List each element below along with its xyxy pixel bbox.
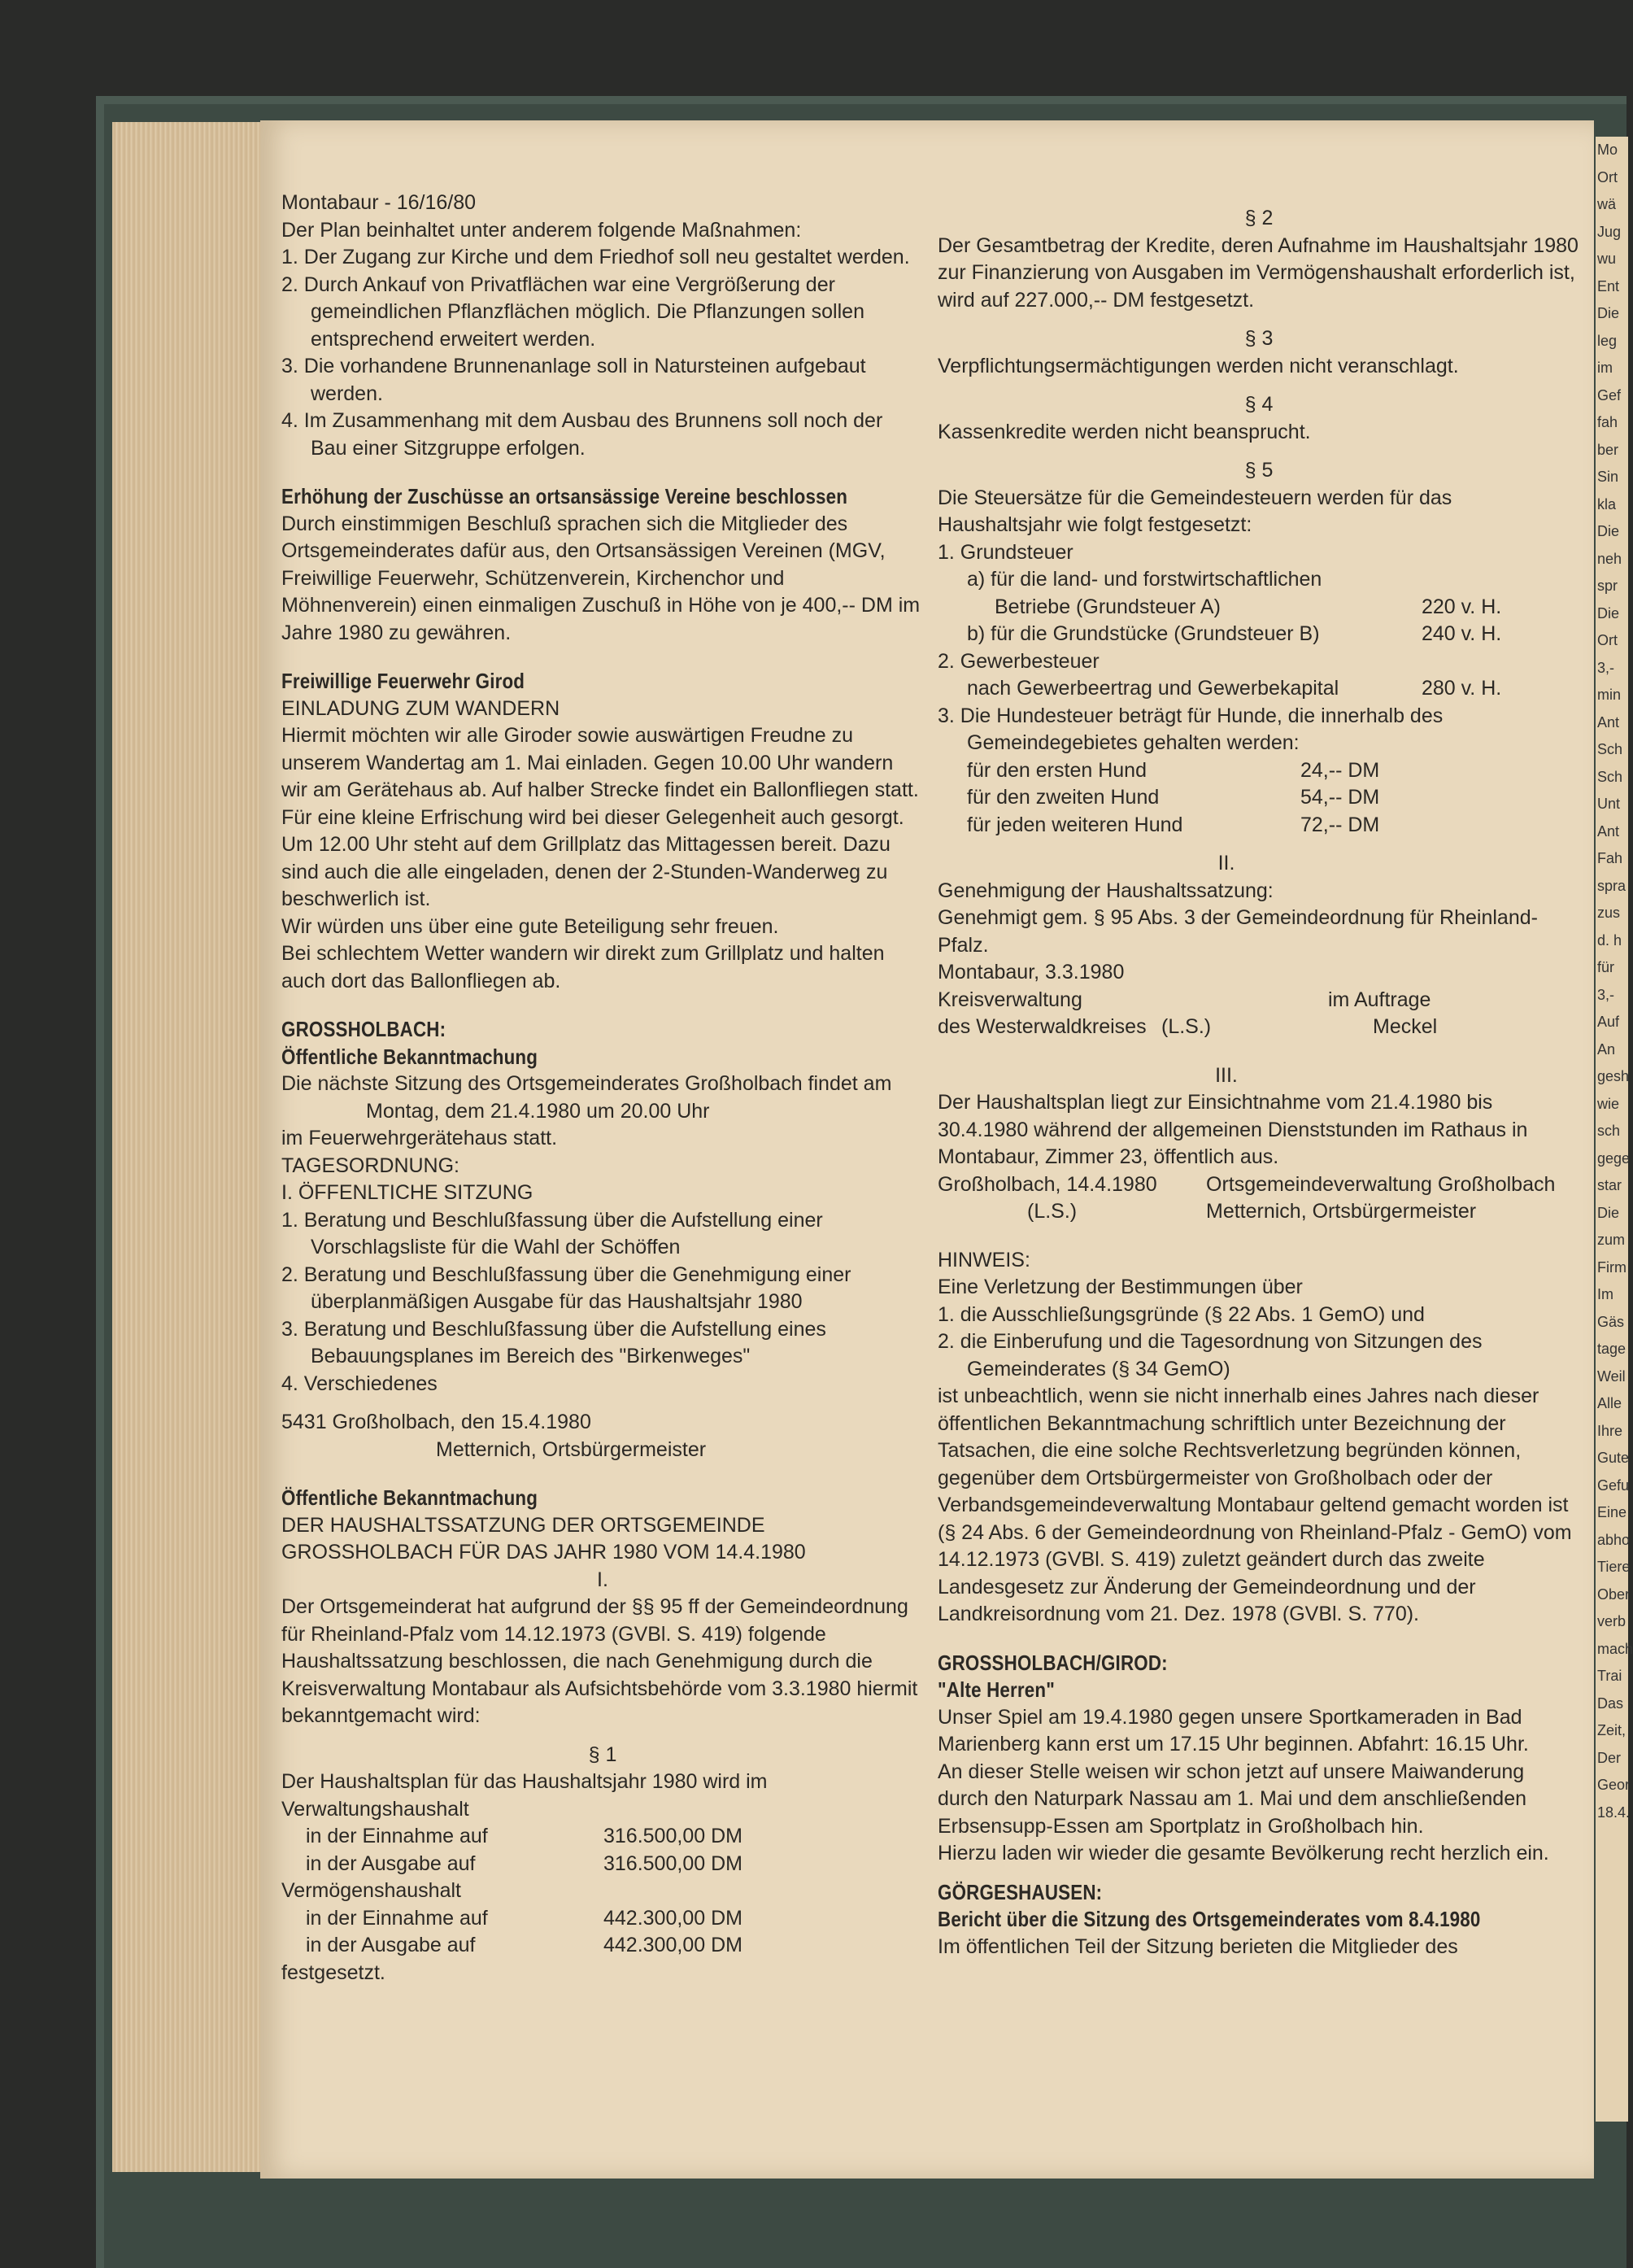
vermoegenshaushalt-label: Vermögenshaushalt [281,1879,461,1902]
paragraph-1-heading: § 1 [588,1742,617,1766]
paragraph-4-text: Kassenkredite werden nicht beansprucht. [938,420,1311,443]
alte-herren-text: Unser Spiel am 19.4.1980 gegen unsere Sportkameraden in Bad Marienberg kann erst um 17.15 Uhr beginnen. Abfahrt: 16.15 Uhr. [938,1705,1529,1756]
feuerwehr-heading: Freiwillige Feuerwehr Girod [281,669,525,693]
dog-tax-value: 24,-- DM [1300,758,1380,782]
feuerwehr-text-3: Bei schlechtem Wetter wandern wir direkt zum Grillplatz und halten auch dort das Ballonfliegen ab. [281,942,885,992]
next-page-fragment: fah [1597,414,1618,430]
agenda-item: 3. Beratung und Beschlußfassung über die Aufstellung eines Bebauungsplanes im Bereich des "Birkenweges" [281,1317,826,1367]
plan-item: 1. Der Zugang zur Kirche und dem Friedhof soll neu gestaltet werden. [281,246,910,268]
budget-row [281,1851,924,1878]
paragraph-3-heading: § 3 [1244,327,1274,350]
seal-label: (L.S.) [1027,1200,1078,1223]
signature-place-date: 5431 Großholbach, den 15.4.1980 [281,1411,591,1433]
next-page-fragment: Mo [1597,142,1618,158]
sign-row [938,1198,1580,1226]
feuerwehr-subheading: EINLADUNG ZUM WANDERN [281,696,560,720]
next-page-fragment: Ant [1597,822,1620,840]
haushalt-title: DER HAUSHALTSSATZUNG DER ORTSGEMEINDE GROSSHOLBACH FÜR DAS JAHR 1980 VOM 14.4.1980 [281,1513,806,1564]
paragraph-2-heading: § 2 [1244,207,1274,229]
tax-row [938,621,1580,648]
next-page-fragment: Zeit, [1597,1722,1626,1738]
hinweis-item: 1. die Ausschließungsgründe (§ 22 Abs. 1 GemO) und [938,1302,1425,1326]
next-page-fragment: Sch [1597,741,1623,757]
next-page-fragment: verb [1597,1613,1626,1629]
next-page-fragment: wie [1597,1095,1620,1112]
next-page-fragment: Unt [1597,796,1621,812]
next-page-fragment: Ent [1597,277,1620,294]
next-page-fragment: Ant [1597,713,1620,731]
grundsteuer-a-label: a) für die land- und forstwirtschaftlichen [967,568,1322,591]
grossholbach-text: Die nächste Sitzung des Ortsgemeinderates Großholbach findet am [281,1072,892,1095]
next-page-fragment: Die [1597,1204,1620,1221]
dog-tax-label: für jeden weiteren Hund [967,813,1183,836]
grundsteuer-label: 1. Grundsteuer [938,540,1073,564]
next-page-fragment: star [1597,1177,1622,1193]
hinweis-heading: HINWEIS: [938,1248,1030,1271]
next-page-fragment: Ort [1597,632,1618,648]
next-page-fragment: Weil [1597,1367,1626,1385]
next-page-fragment: Geor [1597,1777,1631,1793]
next-page-fragment: Alle [1597,1395,1622,1411]
paragraph-3-text: Verpflichtungsermächtigungen werden nicht veranschlagt. [938,354,1459,377]
next-page-fragment: Gäs [1597,1313,1625,1330]
festgesetzt-text: festgesetzt. [281,1961,385,1984]
next-page-fragment: Fah [1597,850,1623,866]
next-page-fragment: gege [1597,1149,1631,1167]
signature-name: Metternich, Ortsbürgermeister [436,1437,707,1461]
tax-row-value: 220 v. H. [1422,595,1502,618]
dog-tax-value: 54,-- DM [1300,786,1380,809]
signer-name: Meckel [1373,1015,1438,1038]
dog-tax-label: für den zweiten Hund [967,786,1160,809]
budget-row-value: 442.300,00 DM [603,1906,742,1930]
tax-row-label: Betriebe (Grundsteuer A) [995,595,1221,618]
hinweis-text: Eine Verletzung der Bestimmungen über [938,1276,1303,1298]
paragraph-5-heading: § 5 [1244,459,1274,482]
section-roman-1: I. [597,1568,608,1591]
alte-herren-subheading: "Alte Herren" [938,1677,1055,1702]
next-page-fragment: Tiere [1597,1559,1631,1575]
sign-row [938,1171,1580,1199]
next-page-fragment: leg [1597,332,1618,349]
next-page-fragment: Die [1597,523,1620,539]
next-page-fragment: 3,- [1597,986,1615,1003]
gewerbesteuer-label: 2. Gewerbesteuer [938,649,1100,673]
sign-place: Großholbach, 14.4.1980 [938,1172,1157,1196]
grossholbach-subheading: Öffentliche Bekanntmachung [281,1044,538,1069]
left-column [281,190,924,1987]
next-page-fragment: neh [1597,550,1622,567]
hinweis-item: 2. die Einberufung und die Tagesordnung von Sitzungen des Gemeinderates (§ 34 GemO) [938,1330,1483,1380]
genehmigung-sign-row [938,1014,1580,1041]
tax-row-label: b) für die Grundstücke (Grundsteuer B) [967,622,1320,645]
dog-tax-row [938,812,1580,840]
verwaltungshaushalt-label: Verwaltungshaushalt [281,1797,469,1821]
goergeshausen-heading: GÖRGESHAUSEN: [938,1879,1103,1904]
page-edges [112,122,267,2172]
budget-row [281,1932,924,1960]
next-page-strip [1596,137,1633,2122]
budget-row-value: 316.500,00 DM [603,1825,742,1847]
goergeshausen-text: Im öffentlichen Teil der Sitzung berieten die Mitglieder des [938,1934,1458,1958]
right-column [938,205,1580,1961]
next-page-fragment: sch [1597,1123,1621,1139]
next-page-fragment: tage [1597,1341,1626,1357]
paragraph-5-text: Die Steuersätze für die Gemeindesteuern werden für das Haushaltsjahr wie folgt festgesetzt: [938,486,1452,536]
agenda-item: 2. Beratung und Beschlußfassung über die Genehmigung einer überplanmäßigen Ausgabe für das Haushaltsjahr 1980 [281,1263,851,1313]
grossholbach-girod-heading: GROSSHOLBACH/GIROD: [938,1650,1168,1675]
budget-row-label: in der Ausgabe auf [306,1934,476,1956]
paragraph-1-text: Der Haushaltsplan für das Haushaltsjahr 1980 wird im [281,1770,768,1793]
next-page-fragment: Die [1597,305,1620,321]
westerwaldkreis-label: des Westerwaldkreises [938,1015,1147,1038]
goergeshausen-subheading: Bericht über die Sitzung des Ortsgemeinderates vom 8.4.1980 [938,1907,1481,1931]
section-roman-3: III. [1215,1063,1238,1087]
genehmigung-date: Montabaur, 3.3.1980 [938,961,1125,984]
next-page-fragment: Firm [1597,1258,1626,1276]
plan-item: 2. Durch Ankauf von Privatflächen war eine Vergrößerung der gemeindlichen Pflanzflächen möglich. Die Pflanzungen sollen entsprechend erweitert werden. [281,273,864,351]
hinweis-rest: ist unbeachtlich, wenn sie nicht innerhalb eines Jahres nach dieser öffentlichen Bekanntmachung schriftlich unter Bezeichnung der Tatsachen, die eine solche Rechtsverletzung begründen können, gegenüber dem Ortsbürgermeister von Großholbach oder der Verbandsgemeindeverwaltung Montabaur geltend gemacht worden ist (§ 24 Abs. 6 der Gemeindeordnung von Rheinland-Pfalz - GemO) vom 14.12.1973 (GVBl. S. 419) zuletzt geändert durch das zweite Landesgesetz zur Änderung der Gemeindeordnung und der Landkreisordnung vom 21. Dez. 1978 (GVBl. S. 770). [938,1385,1572,1625]
feuerwehr-text: Hiermit möchten wir alle Giroder sowie auswärtigen Freudne zu unserem Wandertag am 1. Mai einladen. Gegen 10.00 Uhr wandern wir am Gerätehaus ab. Auf halber Strecke findet ein Ballonfliegen statt. Für eine kleine Erfrischung wird bei dieser Gelegenheit auch gesorgt. Um 12.00 Uhr steht auf dem Grillplatz das Mittagessen bereit. Dazu sind auch die alle eingeladen, denen der 2-Stunden-Wanderweg zu beschwerlich ist. [281,724,919,910]
feuerwehr-text-2: Wir würden uns über eine gute Beteiligung sehr freuen. [281,914,779,938]
dog-tax-row [938,757,1580,785]
next-page-fragment: Der [1597,1749,1622,1766]
next-page-fragment: spr [1597,578,1618,594]
budget-row [281,1905,924,1933]
budget-row [281,1823,924,1851]
next-page-fragment: wä [1597,196,1617,212]
next-page-fragment: Jug [1597,223,1622,240]
next-page-fragment: Gef [1597,386,1622,403]
zuschuss-text: Durch einstimmigen Beschluß sprachen sich die Mitglieder des Ortsgemeinderates dafür aus, den Ortsansässigen Vereinen (MGV, Freiwillige Feuerwehr, Schützenverein, Kirchenchor und Möhnenverein) einen einmaligen Zuschuß in Höhe von je 400,-- DM im Jahre 1980 zu gewähren. [281,512,921,644]
budget-row-value: 316.500,00 DM [603,1851,742,1875]
next-page-fragment: abho [1597,1531,1631,1548]
agenda-public: I. ÖFFENLTICHE SITZUNG [281,1181,533,1204]
next-page-fragment: Die [1597,604,1620,622]
next-page-fragment: gesh [1597,1068,1630,1084]
kreisverwaltung-label: Kreisverwaltung [938,988,1082,1011]
sign-org: Ortsgemeindeverwaltung Großholbach [1206,1172,1556,1196]
next-page-fragment: min [1597,687,1622,703]
next-page-fragment: Im [1597,1286,1613,1302]
section-3-text: Der Haushaltsplan liegt zur Einsichtnahme vom 21.4.1980 bis 30.4.1980 während der allgemeinen Dienststunden im Rathaus in Montabaur, Zimmer 23, öffentlich aus. [938,1091,1528,1168]
next-page-fragment: Eine [1597,1504,1627,1520]
next-page-fragment: Sch [1597,768,1623,785]
meeting-date: Montag, dem 21.4.1980 um 20.00 Uhr [366,1099,710,1123]
genehmigung-heading: Genehmigung der Haushaltssatzung: [938,879,1274,902]
alte-herren-text-3: Hierzu laden wir wieder die gesamte Bevölkerung recht herzlich ein. [938,1842,1549,1865]
next-page-fragment: d. h [1597,931,1622,949]
dog-tax-label: für den ersten Hund [967,758,1147,782]
grossholbach-heading: GROSSHOLBACH: [281,1017,446,1041]
next-page-fragment: ber [1597,441,1619,458]
next-page-fragment: Ort [1597,168,1618,185]
section-roman-2: II. [1217,852,1235,874]
next-page-fragment: 18.4. [1597,1803,1631,1821]
haushalt-text: Der Ortsgemeinderat hat aufgrund der §§ 95 ff der Gemeindeordnung für Rheinland-Pfalz vom 14.12.1973 (GVBl. S. 419) folgende Haushaltssatzung beschlossen, die nach Genehmigung durch die Kreisverwaltung Montabaur als Aufsichtsbehörde vom 3.3.1980 hiermit bekanntgemacht wird: [281,1595,918,1727]
next-page-fragment: Gute [1597,1450,1630,1466]
next-page-fragment: Das [1597,1694,1624,1712]
budget-row-label: in der Einnahme auf [306,1906,488,1930]
tax-row [938,594,1580,622]
auftrage-label: im Auftrage [1328,988,1431,1011]
genehmigung-text: Genehmigt gem. § 95 Abs. 3 der Gemeindeordnung für Rheinland-Pfalz. [938,906,1538,957]
next-page-fragment: zus [1597,905,1621,921]
plan-item: 4. Im Zusammenhang mit dem Ausbau des Brunnens soll noch der Bau einer Sitzgruppe erfolgen. [281,409,883,460]
next-page-fragment: Trai [1597,1668,1622,1684]
next-page-fragment: wu [1597,251,1617,267]
genehmigung-sign-row [938,987,1580,1014]
next-page-fragment: zum [1597,1232,1626,1248]
budget-row-value: 442.300,00 DM [603,1934,742,1956]
seal-label: (L.S.) [1161,1015,1212,1038]
alte-herren-text-2: An dieser Stelle weisen wir schon jetzt auf unsere Maiwanderung durch den Naturpark Nassau am 1. Mai und dem anschließenden Erbsensupp-Essen am Sportplatz in Großholbach hin. [938,1760,1527,1838]
paragraph-2-text: Der Gesamtbetrag der Kredite, deren Aufnahme im Haushaltsjahr 1980 zur Finanzierung von Ausgaben im Vermögenshaushalt erforderlich ist, wird auf 227.000,-- DM festgesetzt. [938,233,1579,312]
next-page-fragment: Ober [1597,1585,1631,1603]
paragraph-4-heading: § 4 [1244,393,1274,416]
next-page-fragment: 3,- [1597,659,1615,676]
plan-intro: Der Plan beinhaltet unter anderem folgende Maßnahmen: [281,218,802,242]
haushalt-heading: Öffentliche Bekanntmachung [281,1485,538,1510]
zuschuss-heading: Erhöhung der Zuschüsse an ortsansässige Vereine beschlossen [281,484,848,508]
tax-row-value: 240 v. H. [1422,622,1502,645]
page-header: Montabaur - 16/16/80 [281,191,477,214]
next-page-fragment: kla [1597,495,1617,512]
tax-row [938,675,1580,703]
hundesteuer-text: 3. Die Hundesteuer beträgt für Hunde, die innerhalb des Gemeindegebietes gehalten werden: [938,704,1444,754]
meeting-place: im Feuerwehrgerätehaus statt. [281,1127,558,1149]
next-page-fragment: im [1597,360,1613,376]
plan-item: 3. Die vorhandene Brunnenanlage soll in Natursteinen aufgebaut werden. [281,355,866,405]
next-page-fragment: spra [1597,877,1626,894]
dog-tax-value: 72,-- DM [1300,813,1380,836]
tax-row-value: 280 v. H. [1422,677,1502,700]
sign-name: Metternich, Ortsbürgermeister [1206,1200,1477,1223]
next-page-fragment: mach [1597,1640,1633,1657]
agenda-item: 4. Verschiedenes [281,1372,438,1395]
budget-row-label: in der Einnahme auf [306,1825,488,1847]
agenda-heading: TAGESORDNUNG: [281,1154,459,1177]
next-page-fragment: Auf [1597,1014,1620,1030]
next-page-fragment: An [1597,1040,1616,1058]
budget-row-label: in der Ausgabe auf [306,1851,476,1875]
next-page-fragment: für [1597,959,1615,975]
agenda-item: 1. Beratung und Beschlußfassung über die Aufstellung einer Vorschlagsliste für die Wahl der Schöffen [281,1208,823,1258]
tax-row-label: nach Gewerbeertrag und Gewerbekapital [967,677,1339,700]
plan-list [281,244,924,462]
next-page-fragment: Sin [1597,469,1619,485]
next-page-fragment: Gefu [1597,1476,1630,1494]
next-page-fragment: Ihre [1597,1422,1623,1439]
dog-tax-row [938,784,1580,812]
